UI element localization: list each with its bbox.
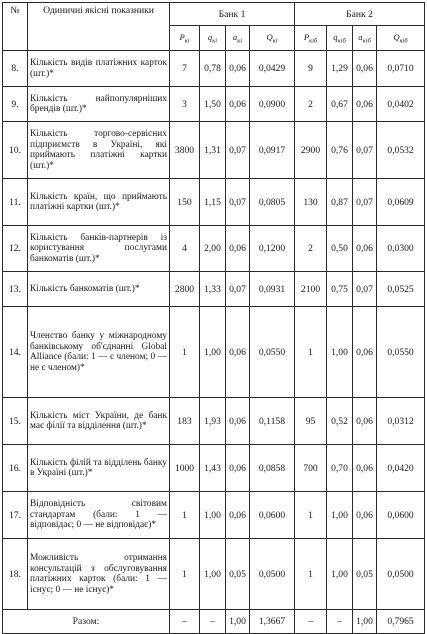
table-row: [3, 179, 425, 226]
subheader-index: кіб: [362, 37, 371, 45]
value-cell-b1-2: 0,06: [226, 51, 250, 87]
value-cell-b1-1: 1,50: [200, 87, 226, 122]
value-cell-b2-0: 2100: [295, 272, 327, 307]
row-number: 16.: [3, 445, 28, 492]
value-cell-b2-1: 1,00: [327, 492, 353, 539]
value-cell-b1-1: 1,15: [200, 179, 226, 226]
value-cell-b1-3: 0,1200: [250, 226, 295, 272]
value-cell-b1-3: 0,0900: [250, 87, 295, 122]
value-cell-b2-0: 700: [295, 445, 327, 492]
total-cell-b1-1: –: [200, 610, 226, 634]
value-cell-b2-2: 0,06: [353, 87, 377, 122]
value-cell-b2-2: 0,06: [353, 226, 377, 272]
value-cell-b1-2: 0,07: [226, 272, 250, 307]
value-cell-b1-3: 0,0429: [250, 51, 295, 87]
table-row: [3, 445, 425, 492]
subheader-index: кі: [184, 37, 190, 45]
indicator-text: Членство банку у міжнародному банківському об'єднанні Global Alliance (бали: 1 — є членом; 0 — не є членом)*: [28, 307, 170, 398]
table-row: [3, 272, 425, 307]
col-header-bank2: Банк 2: [295, 3, 425, 26]
value-cell-b2-3: 0,0550: [377, 307, 425, 398]
value-cell-b1-0: 3: [170, 87, 200, 122]
row-number: 9.: [3, 87, 28, 122]
value-cell-b1-1: 1,00: [200, 539, 226, 610]
value-cell-b1-3: 0,0500: [250, 539, 295, 610]
subheader-bank1-3: [250, 26, 295, 51]
total-cell-b2-1: –: [327, 610, 353, 634]
table-row: [3, 398, 425, 445]
value-cell-b2-1: 1,29: [327, 51, 353, 87]
row-number: 14.: [3, 307, 28, 398]
table-row: [3, 122, 425, 179]
indicator-text: Кількість банків-партнерів із користування послугами банкоматів (шт.)*: [28, 226, 170, 272]
value-cell-b1-0: 7: [170, 51, 200, 87]
subheader-symbol: a: [232, 31, 238, 42]
value-cell-b2-0: 2: [295, 87, 327, 122]
value-cell-b1-3: 0,0931: [250, 272, 295, 307]
value-cell-b2-1: 0,52: [327, 398, 353, 445]
table-row: [3, 539, 425, 610]
subheader-symbol: P: [179, 31, 185, 42]
subheader-index: кі: [212, 37, 218, 45]
subheader-bank1-2: [226, 26, 250, 51]
value-cell-b2-2: 0,07: [353, 179, 377, 226]
value-cell-b2-2: 0,07: [353, 272, 377, 307]
total-cell-b2-3: 0,7965: [377, 610, 425, 634]
value-cell-b2-1: 0,70: [327, 445, 353, 492]
value-cell-b2-3: 0,0525: [377, 272, 425, 307]
value-cell-b2-0: 2900: [295, 122, 327, 179]
value-cell-b1-2: 0,07: [226, 122, 250, 179]
value-cell-b2-0: 95: [295, 398, 327, 445]
col-header-number: №: [3, 3, 28, 51]
row-number: 13.: [3, 272, 28, 307]
value-cell-b2-2: 0,07: [353, 122, 377, 179]
table-body: [3, 51, 425, 634]
subheader-symbol: a: [358, 31, 363, 42]
value-cell-b2-3: 0,0312: [377, 398, 425, 445]
indicator-text: Кількість торгово-сервісних підприємств в Україні, які приймають платіжні картки (шт.)*: [28, 122, 170, 179]
row-number: 10.: [3, 122, 28, 179]
indicator-text: Кількість видів платіжних карток (шт.)*: [28, 51, 170, 87]
value-cell-b1-2: 0,06: [226, 307, 250, 398]
subheader-symbol: Q: [393, 31, 400, 42]
subheader-index: кіб: [399, 37, 408, 45]
subheader-index: кі: [272, 37, 278, 45]
value-cell-b2-1: 0,50: [327, 226, 353, 272]
value-cell-b1-0: 1000: [170, 445, 200, 492]
total-cell-b1-2: 1,00: [226, 610, 250, 634]
value-cell-b2-3: 0,0300: [377, 226, 425, 272]
value-cell-b2-0: 9: [295, 51, 327, 87]
table-row: [3, 87, 425, 122]
value-cell-b1-1: 2,00: [200, 226, 226, 272]
row-number: 18.: [3, 539, 28, 610]
indicator-text: Кількість міст України, де банк має філії та відділення (шт.)*: [28, 398, 170, 445]
value-cell-b2-2: 0,06: [353, 307, 377, 398]
value-cell-b2-3: 0,0402: [377, 87, 425, 122]
row-number: 17.: [3, 492, 28, 539]
value-cell-b1-1: 1,33: [200, 272, 226, 307]
value-cell-b2-2: 0,06: [353, 492, 377, 539]
row-number: 15.: [3, 398, 28, 445]
subheader-index: кіб: [337, 37, 346, 45]
value-cell-b1-0: 1: [170, 539, 200, 610]
value-cell-b2-1: 0,87: [327, 179, 353, 226]
value-cell-b2-2: 0,06: [353, 51, 377, 87]
table-row: [3, 492, 425, 539]
value-cell-b1-0: 183: [170, 398, 200, 445]
value-cell-b2-3: 0,0609: [377, 179, 425, 226]
total-cell-b1-3: 1,3667: [250, 610, 295, 634]
subheader-bank1-1: [200, 26, 226, 51]
col-header-bank1: Банк 1: [170, 3, 295, 26]
value-cell-b1-2: 0,06: [226, 226, 250, 272]
indicators-table: [2, 2, 425, 634]
value-cell-b1-3: 0,0550: [250, 307, 295, 398]
value-cell-b2-1: 1,00: [327, 539, 353, 610]
table-row: [3, 226, 425, 272]
total-row: [3, 610, 425, 634]
value-cell-b1-1: 1,93: [200, 398, 226, 445]
value-cell-b2-3: 0,0420: [377, 445, 425, 492]
row-number: 8.: [3, 51, 28, 87]
value-cell-b1-1: 1,43: [200, 445, 226, 492]
subheader-bank2-3: [377, 26, 425, 51]
value-cell-b1-3: 0,0600: [250, 492, 295, 539]
value-cell-b2-1: 0,76: [327, 122, 353, 179]
total-cell-b2-2: 1,00: [353, 610, 377, 634]
value-cell-b1-0: 1: [170, 307, 200, 398]
subheader-symbol: P: [303, 31, 310, 42]
indicator-text: Можливість отримання консультацій з обслуговування платіжних карток (бали: 1 — існує; 0 — не існує)*: [28, 539, 170, 610]
subheader-index: кіб: [309, 37, 318, 45]
value-cell-b1-0: 1: [170, 492, 200, 539]
indicator-text: Кількість найпопулярніших брендів (шт.)*: [28, 87, 170, 122]
value-cell-b1-3: 0,1158: [250, 398, 295, 445]
value-cell-b1-0: 3800: [170, 122, 200, 179]
value-cell-b2-3: 0,0500: [377, 539, 425, 610]
value-cell-b2-3: 0,0710: [377, 51, 425, 87]
indicator-text: Відповідність світовим стандартам (бали: 1 — відповідає; 0 — не відповідає)*: [28, 492, 170, 539]
subheader-bank1-0: [170, 26, 200, 51]
table-row: [3, 307, 425, 398]
value-cell-b1-3: 0,0917: [250, 122, 295, 179]
value-cell-b2-1: 0,75: [327, 272, 353, 307]
value-cell-b2-0: 2: [295, 226, 327, 272]
value-cell-b2-2: 0,05: [353, 539, 377, 610]
row-number: 11.: [3, 179, 28, 226]
value-cell-b2-0: 130: [295, 179, 327, 226]
value-cell-b1-1: 1,00: [200, 492, 226, 539]
value-cell-b2-1: 1,00: [327, 307, 353, 398]
subheader-bank2-1: [327, 26, 353, 51]
value-cell-b1-0: 150: [170, 179, 200, 226]
value-cell-b1-3: 0,0858: [250, 445, 295, 492]
subheader-symbol: q: [207, 31, 213, 42]
value-cell-b1-0: 4: [170, 226, 200, 272]
total-cell-b2-0: –: [295, 610, 327, 634]
value-cell-b1-2: 0,06: [226, 87, 250, 122]
value-cell-b1-2: 0,07: [226, 179, 250, 226]
value-cell-b1-2: 0,05: [226, 539, 250, 610]
subheader-symbol: Q: [266, 31, 273, 42]
value-cell-b2-0: 1: [295, 307, 327, 398]
value-cell-b1-1: 1,00: [200, 307, 226, 398]
value-cell-b1-1: 1,31: [200, 122, 226, 179]
value-cell-b1-0: 2800: [170, 272, 200, 307]
table-row: [3, 51, 425, 87]
value-cell-b1-2: 0,06: [226, 492, 250, 539]
row-number: 12.: [3, 226, 28, 272]
value-cell-b1-1: 0,78: [200, 51, 226, 87]
value-cell-b2-2: 0,06: [353, 445, 377, 492]
col-header-indicator: Одиничні якісні показники: [28, 3, 170, 51]
indicator-text: Кількість філій та відділень банку в Україні (шт.)*: [28, 445, 170, 492]
value-cell-b1-3: 0,0805: [250, 179, 295, 226]
value-cell-b2-0: 1: [295, 492, 327, 539]
value-cell-b2-3: 0,0600: [377, 492, 425, 539]
value-cell-b2-1: 0,67: [327, 87, 353, 122]
value-cell-b2-2: 0,06: [353, 398, 377, 445]
subheader-bank2-2: [353, 26, 377, 51]
value-cell-b2-0: 1: [295, 539, 327, 610]
indicator-text: Кількість банкоматів (шт.)*: [28, 272, 170, 307]
value-cell-b1-2: 0,06: [226, 445, 250, 492]
indicator-text: Кількість країн, що приймають платіжні картки (шт.)*: [28, 179, 170, 226]
total-cell-b1-0: –: [170, 610, 200, 634]
subheader-symbol: q: [333, 31, 338, 42]
value-cell-b2-3: 0,0532: [377, 122, 425, 179]
subheader-bank2-0: [295, 26, 327, 51]
subheader-index: кі: [237, 37, 243, 45]
value-cell-b1-2: 0,06: [226, 398, 250, 445]
total-label: Разом:: [3, 610, 170, 634]
